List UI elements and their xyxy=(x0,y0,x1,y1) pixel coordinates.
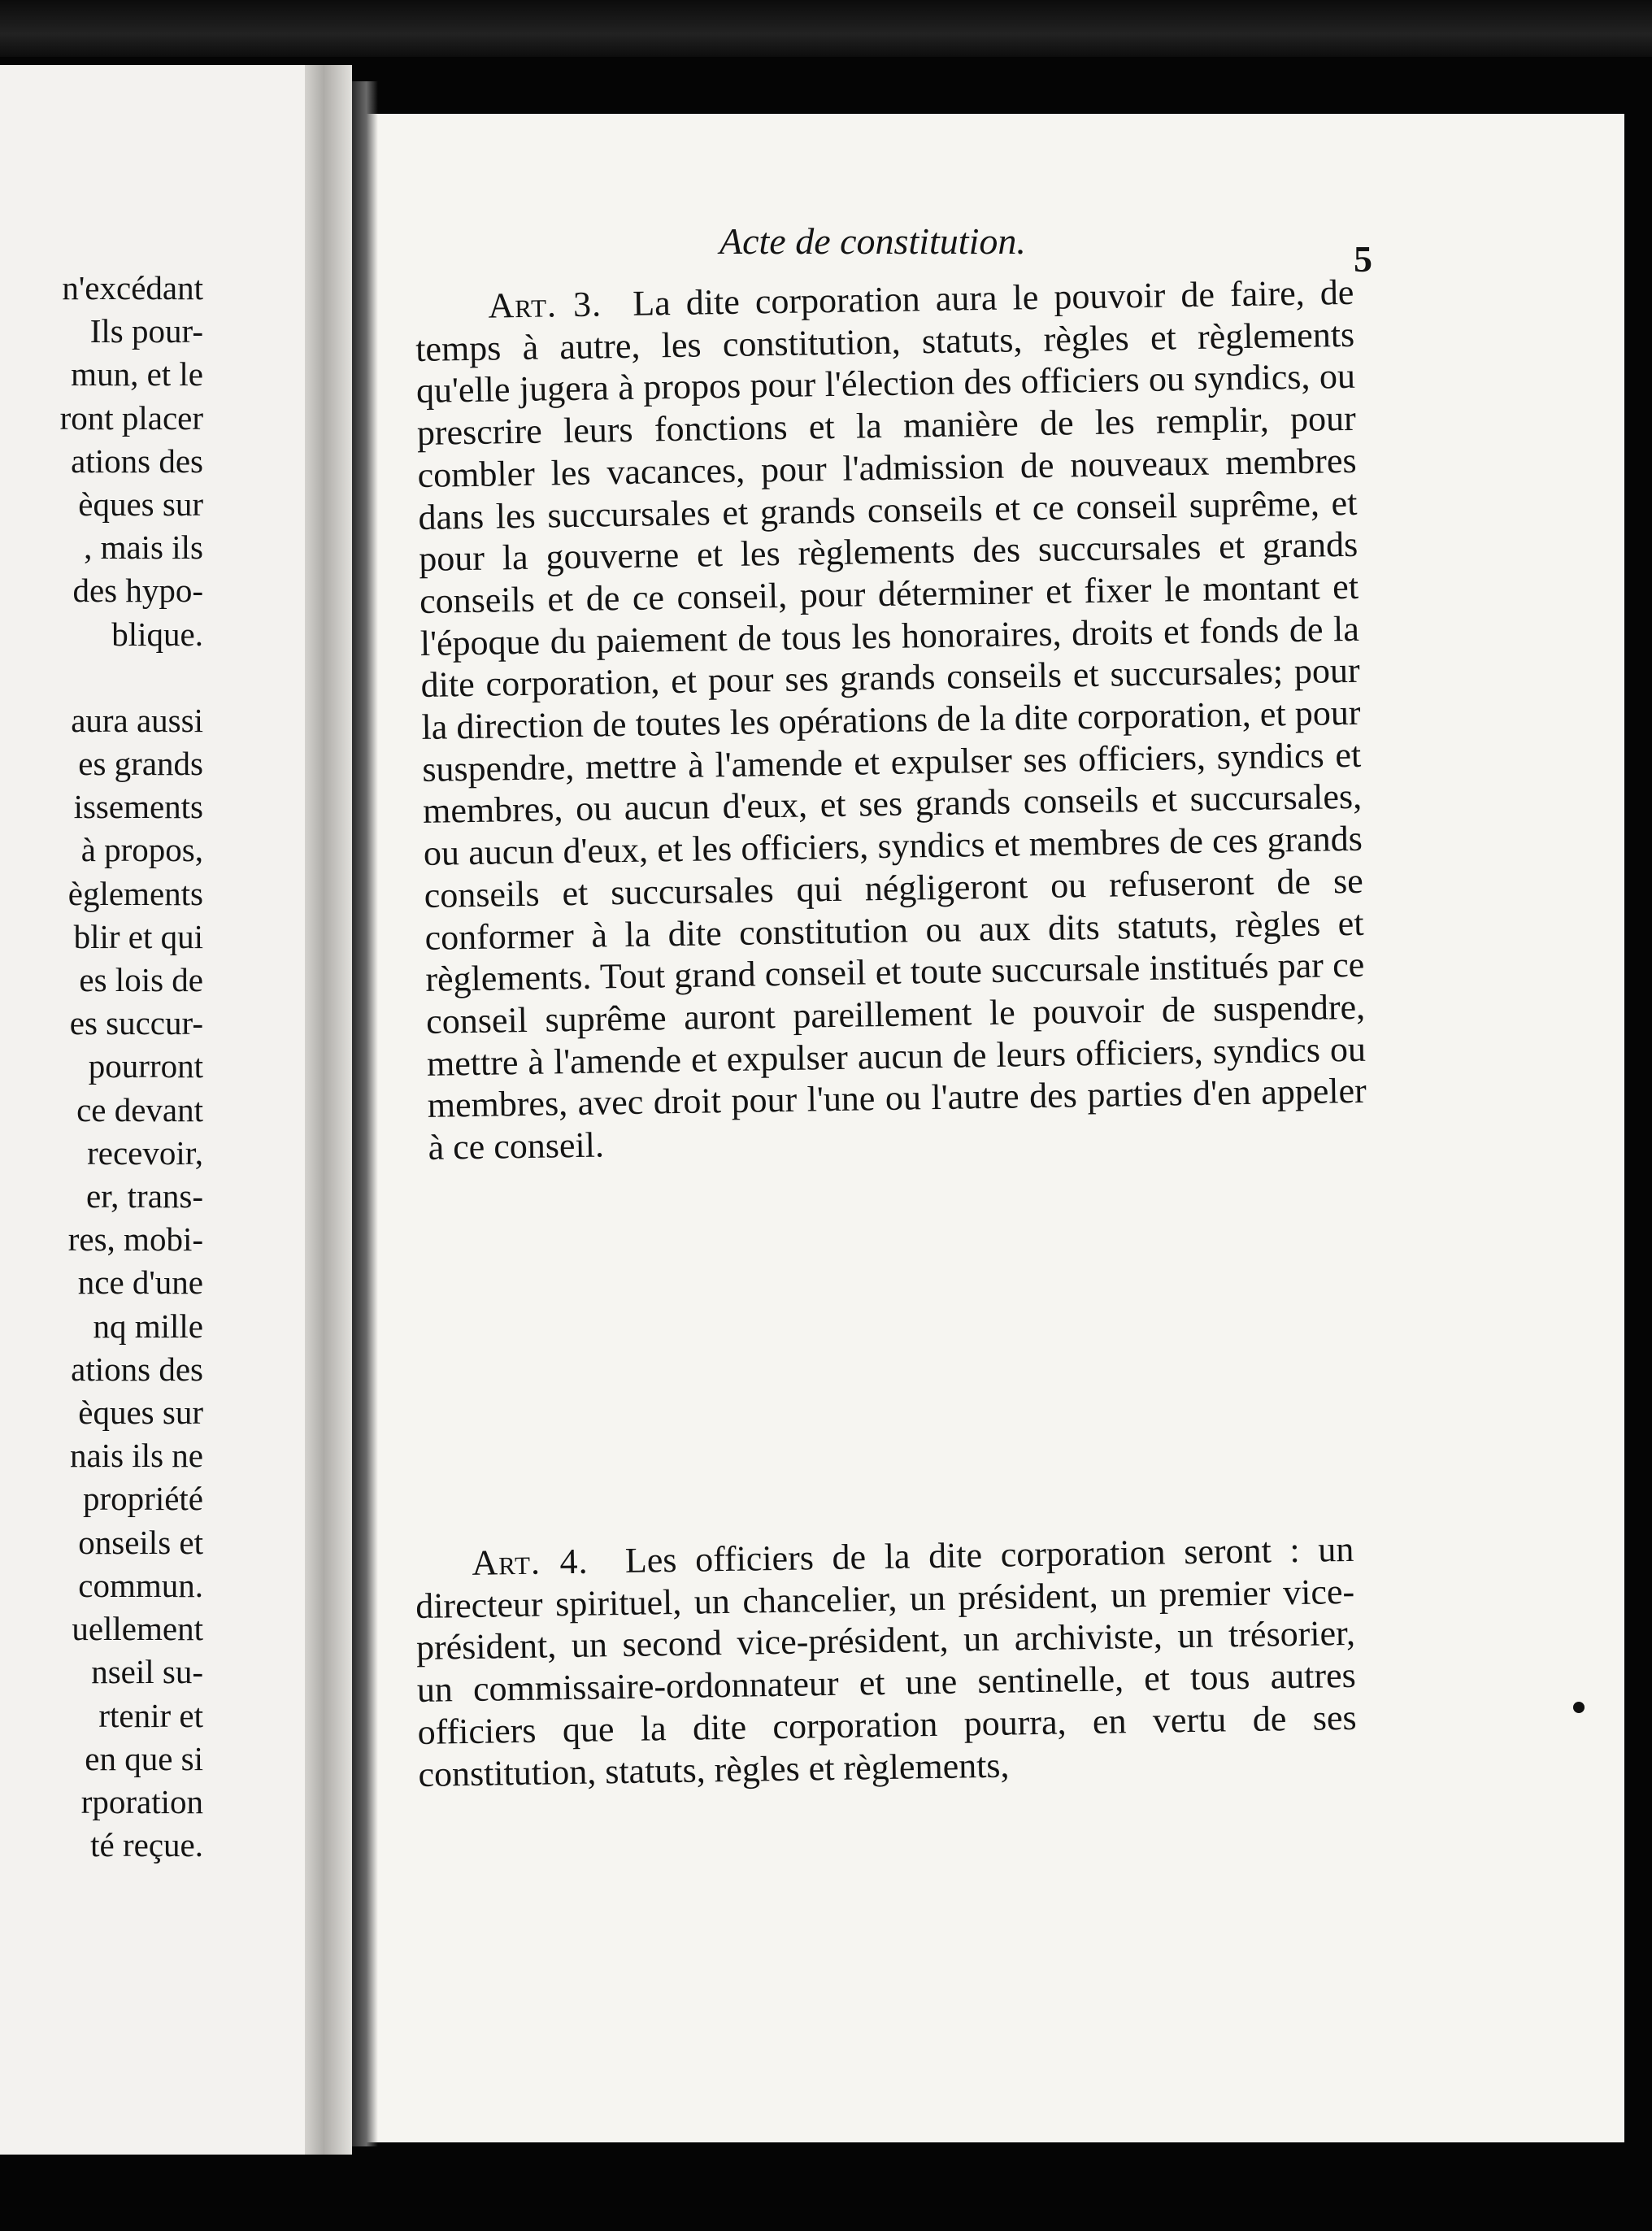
left-page-blank-line xyxy=(60,656,203,699)
left-page-line: nce d'une xyxy=(77,1263,203,1302)
left-page-line: Ils pour- xyxy=(89,312,203,350)
left-page-fragment xyxy=(0,65,305,2155)
article-4-text: Les officiers de la dite corporation seront : un directeur spirituel, un chancelier, un président, un premier vice-président, un second vice-président, un archiviste, un trésorier, un commissaire-ordonnateur et une sentinelle, et tous autres officiers que la dite corporation pourra, en vertu de ses constitution, statuts, règles et règlements, xyxy=(415,1529,1357,1794)
left-page-line: es lois de xyxy=(79,961,203,999)
left-page-line: té reçue. xyxy=(90,1826,203,1864)
left-page-line: commun. xyxy=(78,1566,203,1604)
left-page-line: rporation xyxy=(80,1782,203,1820)
article-3-label: Art. 3. xyxy=(488,284,602,326)
book-gutter xyxy=(305,65,352,2155)
article-3 xyxy=(415,272,1367,1169)
left-page-text-lines xyxy=(60,267,203,1867)
left-page-line: ations des xyxy=(71,1350,203,1388)
left-page-line: èglements xyxy=(67,874,203,912)
left-page-line: à propos, xyxy=(80,831,203,869)
left-page-line: èques sur xyxy=(78,1394,203,1432)
left-page-line: ront placer xyxy=(59,398,203,437)
article-4 xyxy=(415,1529,1358,1795)
left-page-line: uellement xyxy=(72,1610,203,1648)
left-page-line: blir et qui xyxy=(73,917,203,955)
left-page-line: mun, et le xyxy=(71,355,203,394)
left-page-line: res, mobi- xyxy=(67,1220,203,1259)
left-page-line: ations des xyxy=(71,441,203,480)
article-4-label: Art. 4. xyxy=(472,1541,589,1583)
left-page-line: nseil su- xyxy=(91,1653,203,1691)
page-number: 5 xyxy=(1354,238,1372,280)
left-page-line: rtenir et xyxy=(98,1696,203,1734)
left-page-line: propriété xyxy=(83,1480,203,1518)
left-page-line: èques sur xyxy=(78,485,203,524)
left-page-line: issements xyxy=(73,788,203,826)
left-page-line: aura aussi xyxy=(71,701,203,739)
left-page-line: des hypo- xyxy=(72,572,203,610)
article-3-text: La dite corporation aura le pouvoir de faire, de temps à autre, les constitution, statuts, règles et règlements qu'elle jugera à propos pour l'élection des officiers ou syndics, ou prescrire leurs fonctions et la manière de les remplir, pour combler les vacances, pour l'admission de nouveaux membres dans les succursales et grands conseils et ce conseil suprême, et pour la gouverne et les règlements des succursales et grands conseils et de ce conseil, pour déterminer et fixer le montant et l'époque du paiement de tous les honoraires, droits et fonds de la dite corporation, et pour ses grands conseils et succursales; pour la direction de toutes les opérations de la dite corporation, et pour suspendre, mettre à l'amende et expulser ses officiers, syndics et membres, ou aucun d'eux, et ses grands conseils et succursales, ou aucun d'eux, et les officiers, syndics et membres de ces grands conseils et succursales qui négligeront ou refuseront de se conformer à la dite constitution ou aux dits statuts, règles et règlements. Tout grand conseil et toute succursale institués par ce conseil suprême auront pareillement le pouvoir de suspendre, mettre à l'amende et expulser aucun de leurs officiers, syndics ou membres, avec droit pour l'une ou l'autre des parties d'en appeler à ce conseil. xyxy=(415,272,1367,1168)
scan-speck xyxy=(1573,1702,1585,1713)
left-page-line: blique. xyxy=(111,615,203,653)
left-page-line: es grands xyxy=(78,745,203,783)
left-page-line: recevoir, xyxy=(87,1133,203,1172)
left-page-line: nais ils ne xyxy=(70,1437,203,1475)
left-page-line: ce devant xyxy=(76,1090,203,1129)
left-page-line: nq mille xyxy=(93,1307,203,1345)
left-page-line: er, trans- xyxy=(85,1177,203,1216)
left-page-line: onseils et xyxy=(78,1523,203,1561)
running-header: Acte de constitution. xyxy=(719,220,1026,262)
left-page-line: pourront xyxy=(88,1047,203,1085)
left-page-line: en que si xyxy=(85,1739,203,1777)
left-page-line: es succur- xyxy=(69,1004,203,1042)
left-page-line: n'excédant xyxy=(62,269,203,307)
scanner-edge xyxy=(0,0,1652,57)
left-page-line: , mais ils xyxy=(84,528,203,567)
spine-shadow xyxy=(352,81,378,2146)
